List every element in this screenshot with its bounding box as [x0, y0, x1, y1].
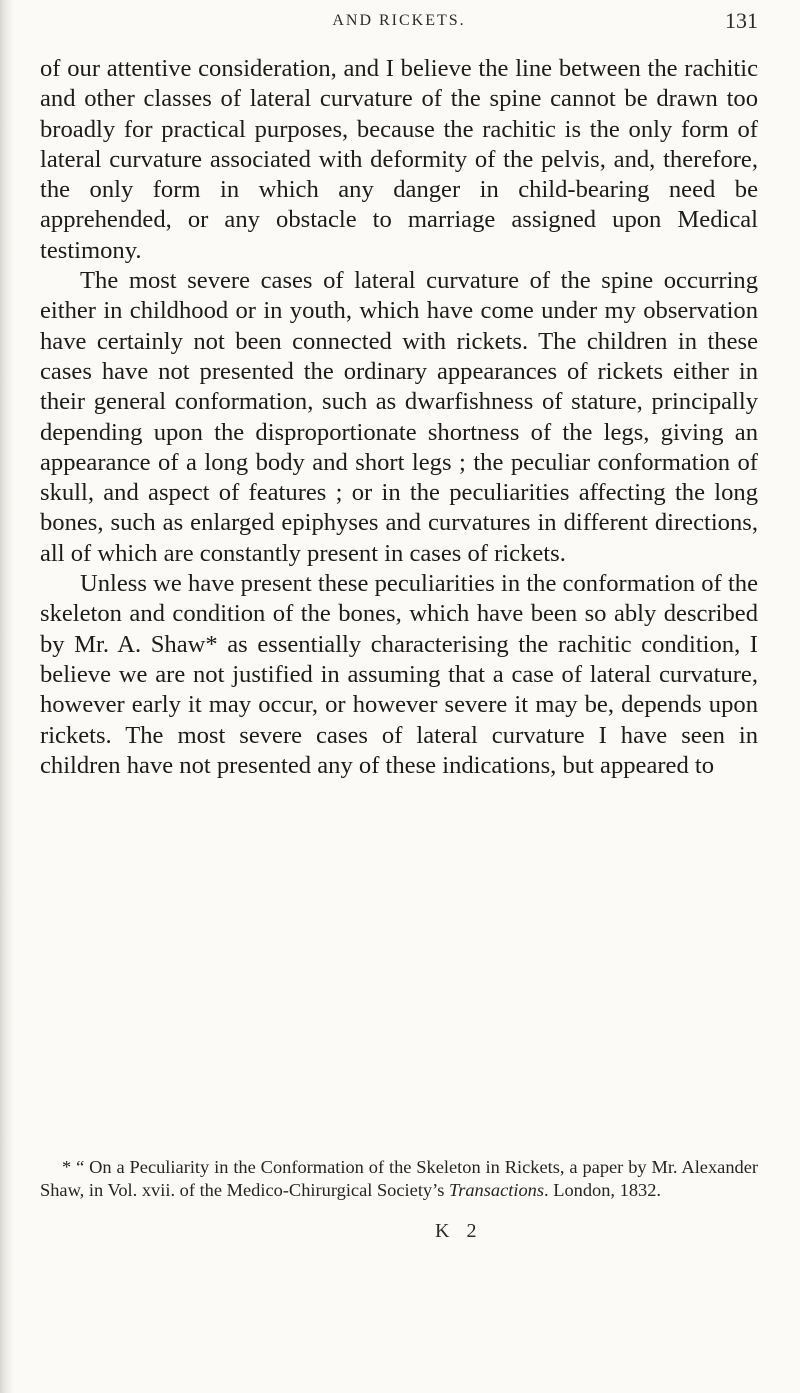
paragraph-3: Unless we have present these peculiarities in the conformation of the skeleton and condition of the bones, which have been so ably described by Mr. A. Shaw* as essentially characterising the rachitic condition, I believe we are not justified in assuming that a case of lateral curvature, however early it may occur, or however severe it may be, depends upon rickets. The most severe cases of lateral curvature I have seen in children have not presented any of these indications, but appeared to: [40, 570, 758, 779]
body-text: [40, 54, 758, 781]
book-page: [40, 0, 758, 1393]
paragraph-2: The most severe cases of lateral curvature of the spine occurring either in childhood or in youth, which have come under my observation have certainly not been connected with rickets. The children in these cases have not presented the ordinary appearances of rickets either in their general conformation, such as dwarfishness of stature, principally depending upon the disproportionate shortness of the legs, giving an appearance of a long body and short legs ; the peculiar conformation of skull, and aspect of features ; or in the peculiarities affecting the long bones, such as enlarged epiphyses and curvatures in different directions, all of which are constantly present in cases of rickets.: [40, 267, 758, 567]
footnote-text-end: . London, 1832.: [544, 1179, 662, 1200]
running-title: AND RICKETS.: [332, 12, 466, 29]
footnote: [40, 1156, 758, 1201]
paragraph-1: of our attentive consideration, and I believe the line between the rachitic and other classes of lateral curvature of the spine cannot be drawn too broadly for practical purposes, because the rachitic is the only form of lateral curvature associated with deformity of the pelvis, and, therefore, the only form in which any danger in child-bearing need be apprehended, or any obstacle to marriage assigned upon Medical testimony.: [40, 55, 758, 264]
footnote-journal-title: Transactions: [448, 1179, 545, 1200]
page-number: 131: [725, 8, 758, 33]
signature-mark: K 2: [435, 1220, 483, 1242]
running-head: [40, 8, 758, 38]
page-binding-edge: [0, 0, 14, 1393]
footnote-text: * “ On a Peculiarity in the Conformation of the Skeleton in Rickets, a paper by Mr. Alexander Shaw, in Vol. xvii. of the Medico-Chirurgical Society’s: [40, 1157, 758, 1200]
